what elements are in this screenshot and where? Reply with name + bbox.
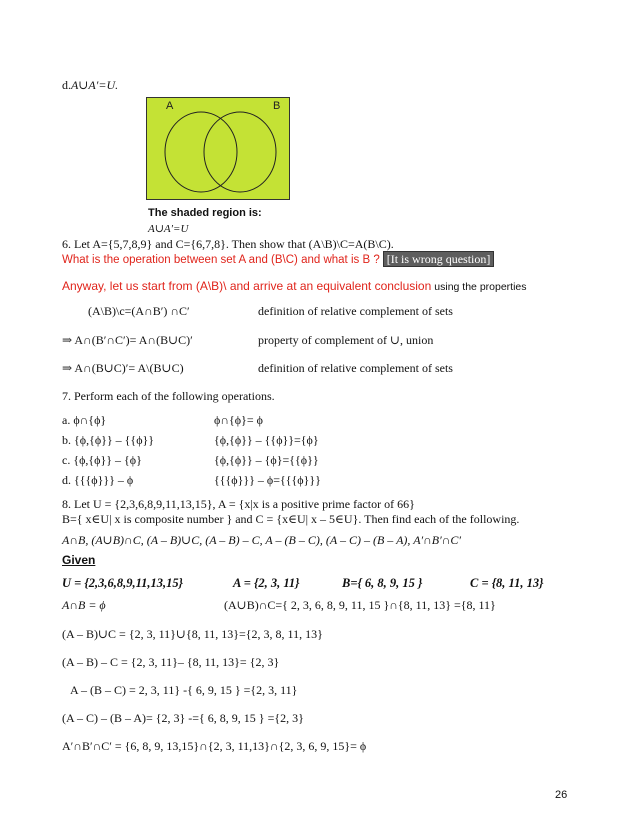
- q6-step-1-expr: (A\B)\c=(A∩B′) ∩C′: [88, 304, 190, 318]
- q6-step-2-expr: ⇒ A∩(B′∩C′)= A∩(B∪C)′: [62, 333, 193, 347]
- q8-given-c: C = {8, 11, 13}: [470, 576, 544, 590]
- q6-step-3-reason: definition of relative complement of sets: [258, 361, 453, 375]
- q8-given-b: B={ 6, 8, 9, 15 }: [342, 576, 423, 590]
- venn-caption-2: A∪A′=U: [148, 223, 189, 235]
- q6-note: What is the operation between set A and (B\C) and what is B ?: [62, 254, 380, 266]
- venn-diagram: [146, 97, 290, 200]
- q6-intro-red: Anyway, let us start from (A\B)\ and arrive at an equivalent conclusion: [62, 279, 432, 293]
- page-number: 26: [555, 789, 568, 801]
- part-d-line: [62, 78, 118, 93]
- part-d-expr: A∪A′=U.: [71, 78, 119, 92]
- q8-result-4: A – (B – C) = 2, 3, 11} -{ 6, 9, 15 } ={2, 3, 11}: [70, 683, 298, 697]
- q6-question: 6. Let A={5,7,8,9} and C={6,7,8}. Then show that (A\B)\C=A(B\C).: [62, 237, 394, 251]
- q6-intro-black: using the properties: [434, 281, 527, 293]
- q7-d-answer: {{{ϕ}}} – ϕ={{{ϕ}}}: [214, 473, 321, 487]
- venn-caption-1: The shaded region is:: [148, 207, 262, 219]
- q8-result-5: (A – C) – (B – A)= {2, 3} -={ 6, 8, 9, 15 } ={2, 3}: [62, 711, 304, 725]
- q6-step-3-expr: ⇒ A∩(B∪C)′= A\(B∪C): [62, 361, 184, 375]
- part-d-label: d.: [62, 78, 71, 92]
- q6-step-1-reason: definition of relative complement of sets: [258, 304, 453, 318]
- q8-result-3: (A – B) – C = {2, 3, 11}– {8, 11, 13}= {2, 3}: [62, 655, 280, 669]
- q7-c-question: c. {ϕ,{ϕ}} – {ϕ}: [62, 453, 142, 467]
- q7-c-answer: {ϕ,{ϕ}} – {ϕ}={{ϕ}}: [214, 453, 319, 467]
- q8-result-6: A′∩B′∩C′ = {6, 8, 9, 13,15}∩{2, 3, 11,13}∩{2, 3, 6, 9, 15}= ϕ: [62, 739, 367, 753]
- q7-a-answer: ϕ∩{ϕ}= ϕ: [214, 413, 263, 427]
- q7-b-question: b. {ϕ,{ϕ}} – {{ϕ}}: [62, 433, 155, 447]
- q8-given-a: A = {2, 3, 11}: [233, 576, 300, 590]
- venn-label-b: B: [273, 100, 281, 112]
- q8-given-u: U = {2,3,6,8,9,11,13,15}: [62, 576, 184, 590]
- q7-title: 7. Perform each of the following operations.: [62, 389, 275, 403]
- q8-line-2: B={ x∈U| x is composite number } and C = {x∈U| x – 5∈U}. Then find each of the following.: [62, 512, 520, 526]
- q7-d-question: d. {{{ϕ}}} – ϕ: [62, 473, 134, 487]
- q6-note-line: [62, 252, 494, 267]
- q7-a-question: a. ϕ∩{ϕ}: [62, 413, 107, 427]
- venn-label-a: A: [166, 100, 174, 112]
- q6-step-2-reason: property of complement of ∪, union: [258, 333, 434, 347]
- q8-line-1: 8. Let U = {2,3,6,8,9,11,13,15}, A = {x|x is a positive prime factor of 66}: [62, 497, 415, 511]
- q6-intro: [62, 279, 527, 294]
- q8-result-1a: A∩B = ϕ: [62, 598, 106, 612]
- q6-note-tag-text: It is wrong question: [390, 252, 487, 266]
- q8-given-label: Given: [62, 553, 96, 567]
- q8-result-1b: (A∪B)∩C={ 2, 3, 6, 8, 9, 11, 15 }∩{8, 11, 13} ={8, 11}: [224, 598, 496, 612]
- q8-line-3: A∩B, (A∪B)∩C, (A – B)∪C, (A – B) – C, A – (B – C), (A – C) – (B – A), A′∩B′∩C′: [62, 533, 462, 547]
- q8-result-2: (A – B)∪C = {2, 3, 11}∪{8, 11, 13}={2, 3, 8, 11, 13}: [62, 627, 323, 641]
- q7-b-answer: {ϕ,{ϕ}} – {{ϕ}}={ϕ}: [214, 433, 319, 447]
- q6-note-tag: [It is wrong question]: [383, 251, 495, 267]
